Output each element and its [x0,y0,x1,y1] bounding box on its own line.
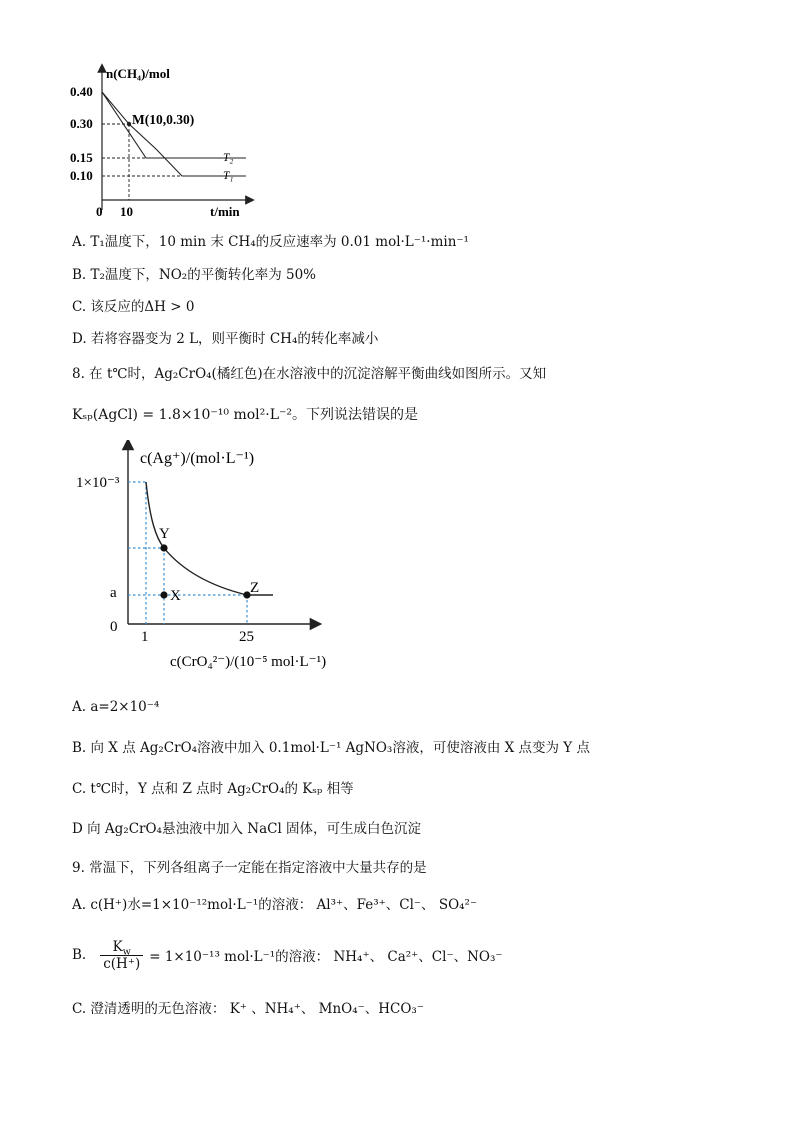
x-tick-0: 0 [96,204,103,219]
y-tick-030: 0.30 [70,116,93,131]
x-axis-label: t/min [210,204,240,219]
q7-option-b: B. T₂温度下，NO₂的平衡转化率为 50% [72,267,317,283]
q9-option-b [72,933,503,977]
figure-ag2cro4-curve [70,440,360,676]
q9-option-a: A. c(H⁺)水=1×10⁻¹²mol·L⁻¹的溶液： Al³⁺、Fe³⁺、Cl⁻、 SO₄²⁻ [72,897,478,913]
q9-option-b-prefix: B. [72,947,87,963]
q8-option-a: A. a=2×10⁻⁴ [72,699,160,715]
numerator-sub: w [122,946,131,958]
point-y-label: Y [159,526,170,542]
x-axis-label: c(CrO₄²⁻)/(10⁻⁵ mol·L⁻¹) [170,654,327,670]
y-axis-label: n(CH₄)/mol [106,66,170,81]
q8-stem-line1: 8. 在 t℃时，Ag₂CrO₄(橘红色)在水溶液中的沉淀溶解平衡曲线如图所示。又知 [72,366,547,382]
point-m-label: M(10,0.30) [132,112,195,127]
point-x-label: X [170,588,181,604]
y-tick-top: 1×10⁻³ [76,475,120,491]
q8-stem-line2: Kₛₚ(AgCl) = 1.8×10⁻¹⁰ mol²·L⁻²。下列说法错误的是 [72,407,419,423]
point-y [160,544,167,551]
q9-stem: 9. 常温下，下列各组离子一定能在指定溶液中大量共存的是 [72,860,427,876]
q8-option-c: C. t℃时，Y 点和 Z 点时 Ag₂CrO₄的 Kₛₚ 相等 [72,781,354,797]
point-x [160,591,167,598]
y-tick-015: 0.15 [70,150,93,165]
y-axis-label: c(Ag⁺)/(mol·L⁻¹) [140,450,255,467]
q8-option-d: D 向 Ag₂CrO₄悬浊液中加入 NaCl 固体，可生成白色沉淀 [72,821,422,837]
y-tick-010: 0.10 [70,168,93,183]
series-t1-label: T₁ [223,170,234,182]
x-tick-25: 25 [239,629,254,645]
q7-option-c: C. 该反应的ΔH > 0 [72,299,195,315]
figure-ch4-curve [60,58,280,226]
origin-label: 0 [110,619,118,635]
series-t2-label: T₂ [223,152,234,164]
x-tick-10: 10 [120,204,133,219]
q9-option-c: C. 澄清透明的无色溶液： K⁺ 、NH₄⁺、 MnO₄⁻、HCO₃⁻ [72,1001,424,1017]
point-m [127,122,131,126]
q8-option-b: B. 向 X 点 Ag₂CrO₄溶液中加入 0.1mol·L⁻¹ AgNO₃溶液，可使溶液由 X 点变为 Y 点 [72,740,591,756]
point-z-label: Z [250,580,260,596]
q9-option-b-rest: = 1×10⁻¹³ mol·L⁻¹的溶液： NH₄⁺、 Ca²⁺、Cl⁻、NO₃⁻ [149,949,503,965]
q9-option-b-fraction [100,939,143,972]
fraction-denominator: c(H⁺) [103,955,141,972]
q7-option-d: D. 若将容器变为 2 L，则平衡时 CH₄的转化率减小 [72,331,379,347]
x-tick-1: 1 [141,629,149,645]
y-tick-040: 0.40 [70,84,93,99]
numerator-k: K [112,938,123,955]
q7-option-a: A. T₁温度下，10 min 末 CH₄的反应速率为 0.01 mol·L⁻¹·min⁻¹ [72,234,469,250]
y-tick-a: a [110,585,117,601]
fraction-numerator [110,938,134,958]
